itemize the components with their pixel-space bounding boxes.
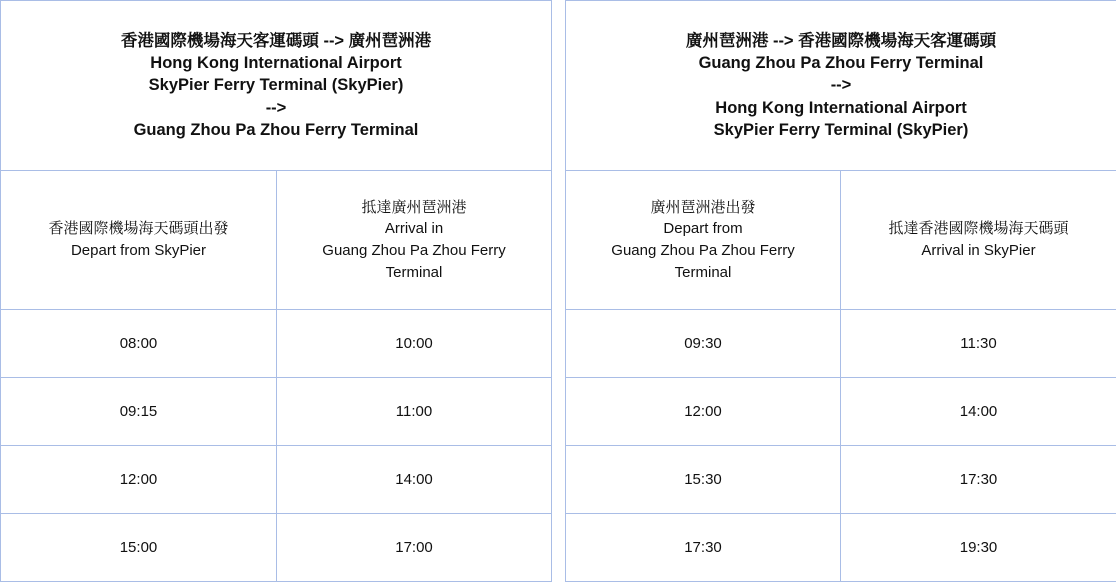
schedule-table-pazhou-to-hkia	[565, 0, 1116, 582]
table-row	[1, 310, 552, 378]
column-header-line: Depart from SkyPier	[70, 242, 207, 259]
column-header-arrival	[277, 171, 552, 310]
schedule-table-hkia-to-pazhou	[0, 0, 551, 582]
arrival-time: 11:30	[841, 310, 1116, 378]
schedule-table	[565, 0, 1116, 582]
column-header-line: 抵達香港國際機場海天碼頭	[888, 220, 1069, 238]
depart-time: 09:30	[566, 310, 841, 378]
route-title-line: 廣州琶洲港 --> 香港國際機場海天客運碼頭	[685, 31, 997, 50]
column-header-line: Depart from	[663, 220, 743, 238]
depart-time: 17:30	[566, 514, 841, 582]
route-title	[1, 1, 552, 171]
column-header-line: Arrival in SkyPier	[921, 242, 1036, 259]
column-header-line: 廣州琶洲港出發	[650, 198, 756, 216]
column-header-line: Guang Zhou Pa Zhou Ferry	[611, 242, 795, 259]
depart-time: 12:00	[566, 378, 841, 446]
arrival-time: 17:00	[277, 514, 552, 582]
route-title-line: -->	[830, 76, 852, 95]
arrival-time: 11:00	[277, 378, 552, 446]
route-title-line: SkyPier Ferry Terminal (SkyPier)	[713, 120, 969, 139]
column-header-line: 香港國際機場海天碼頭出發	[48, 220, 229, 238]
arrival-time: 14:00	[841, 378, 1116, 446]
column-header-depart	[1, 171, 277, 310]
table-row	[566, 446, 1116, 514]
route-title-line: 香港國際機場海天客運碼頭 --> 廣州琶洲港	[120, 31, 432, 50]
table-row	[566, 310, 1116, 378]
table-row	[1, 446, 552, 514]
column-header-line: Terminal	[385, 263, 443, 281]
table-row	[566, 378, 1116, 446]
depart-time: 15:30	[566, 446, 841, 514]
column-header-row	[1, 171, 552, 310]
column-header-depart	[566, 171, 841, 310]
column-header-line: Arrival in	[384, 220, 444, 238]
route-title-line: Guang Zhou Pa Zhou Ferry Terminal	[698, 54, 984, 73]
depart-time: 12:00	[1, 446, 277, 514]
table-row	[566, 514, 1116, 582]
column-header-line: 抵達廣州琶洲港	[361, 198, 467, 216]
column-header-arrival	[841, 171, 1116, 310]
arrival-time: 14:00	[277, 446, 552, 514]
route-title-line: -->	[265, 98, 287, 117]
route-title	[566, 1, 1116, 171]
table-row	[1, 514, 552, 582]
column-header-line: Terminal	[674, 263, 732, 281]
route-title-row	[566, 1, 1116, 171]
depart-time: 08:00	[1, 310, 277, 378]
route-title-line: Guang Zhou Pa Zhou Ferry Terminal	[133, 120, 419, 139]
arrival-time: 10:00	[277, 310, 552, 378]
route-title-line: Hong Kong International Airport	[715, 98, 967, 117]
arrival-time: 19:30	[841, 514, 1116, 582]
route-title-line: SkyPier Ferry Terminal (SkyPier)	[148, 76, 404, 95]
table-divider	[551, 0, 565, 582]
schedule-table	[0, 0, 552, 582]
table-row	[1, 378, 552, 446]
route-title-row	[1, 1, 552, 171]
route-title-line: Hong Kong International Airport	[150, 54, 402, 73]
depart-time: 09:15	[1, 378, 277, 446]
column-header-row	[566, 171, 1116, 310]
arrival-time: 17:30	[841, 446, 1116, 514]
column-header-line: Guang Zhou Pa Zhou Ferry	[322, 242, 506, 259]
depart-time: 15:00	[1, 514, 277, 582]
